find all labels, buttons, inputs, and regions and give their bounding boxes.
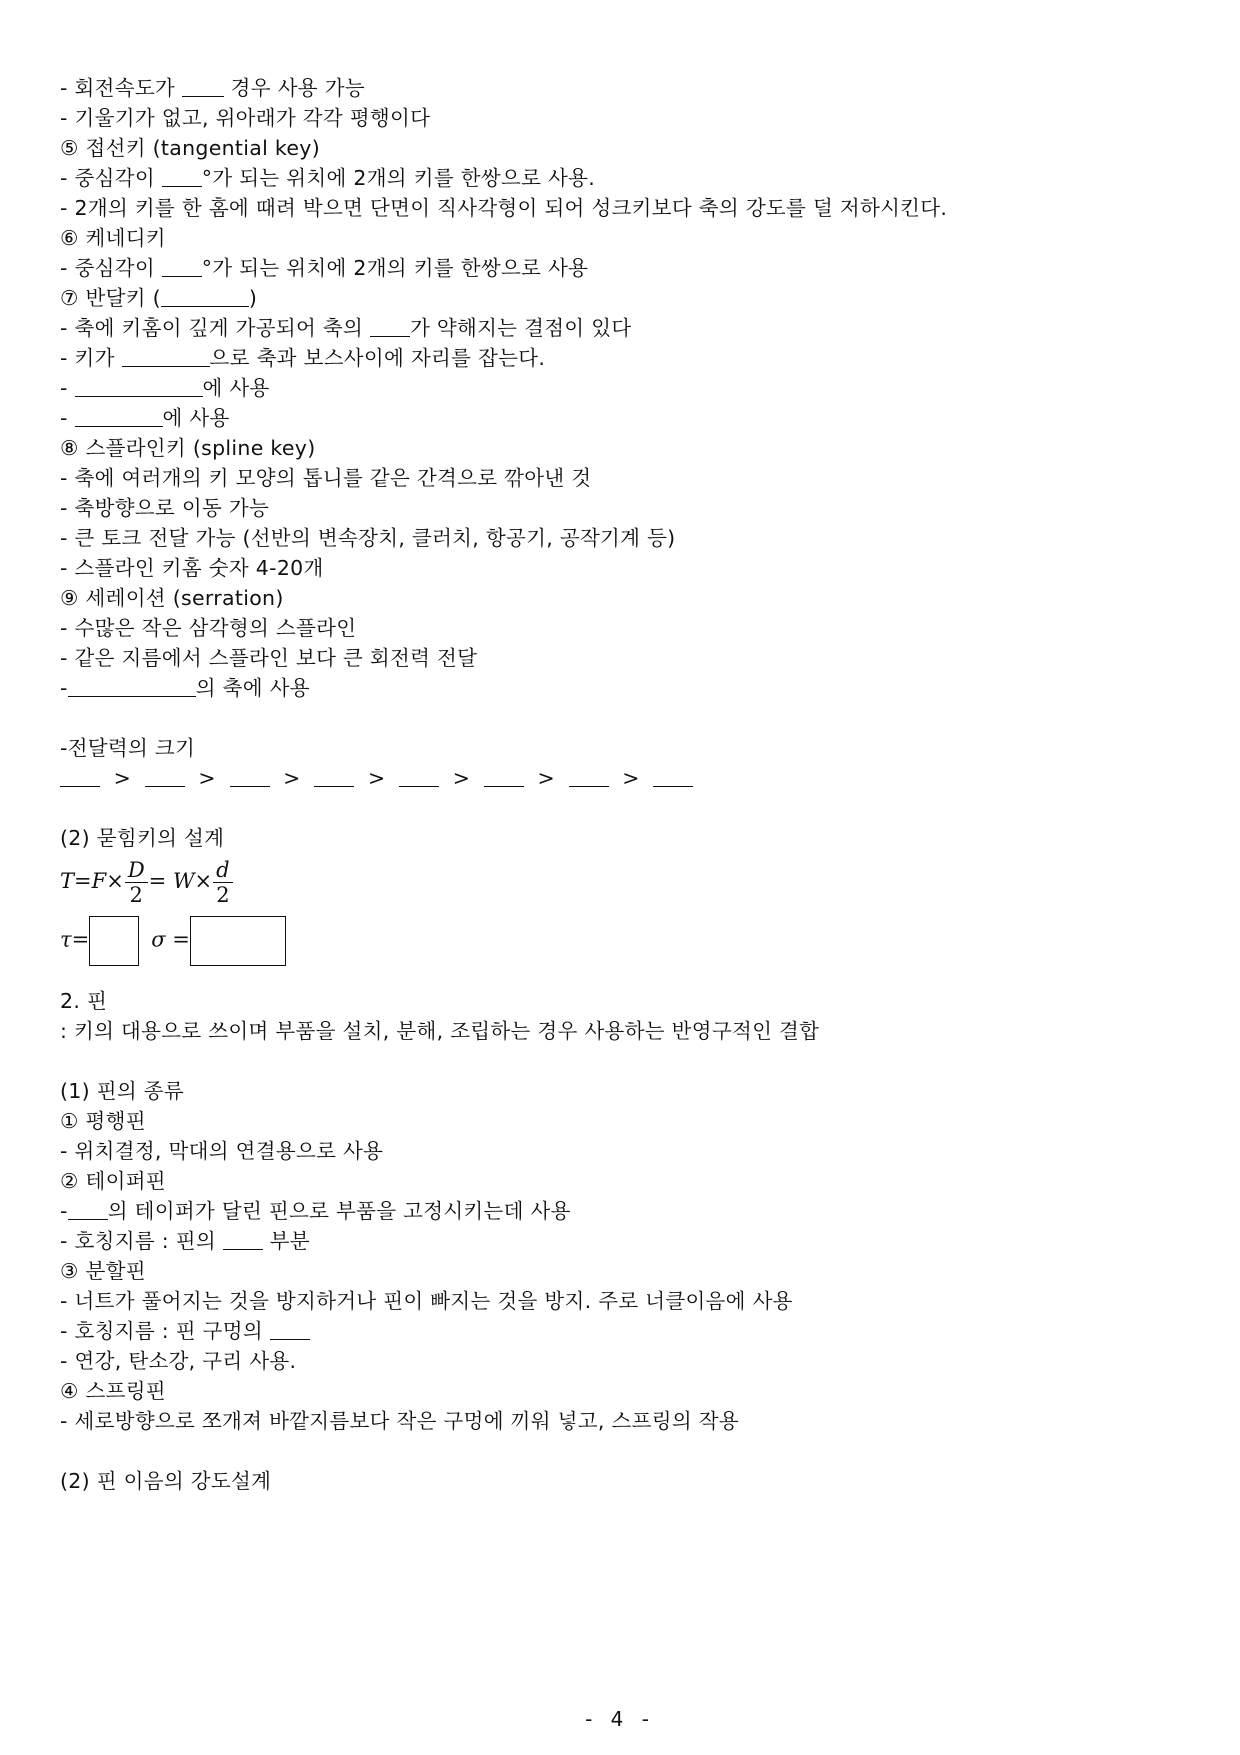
blank xyxy=(182,76,224,97)
text-line: - 큰 토크 전달 가능 (선반의 변속장치, 클러치, 항공기, 공작기계 등) xyxy=(60,526,676,550)
blank xyxy=(68,1199,108,1220)
blank xyxy=(314,766,354,787)
blank xyxy=(653,766,693,787)
text-line: - 세로방향으로 쪼개져 바깥지름보다 작은 구멍에 끼워 넣고, 스프링의 작용 xyxy=(60,1409,739,1433)
force-ranking-line: > > > > > > > xyxy=(60,763,693,793)
text-line: - 호칭지름 : 핀의 부분 xyxy=(60,1229,310,1253)
text-line: - 2개의 키를 한 홈에 때려 박으면 단면이 직사각형이 되어 성크키보다 축의 강도를 덜 저하시킨다. xyxy=(60,196,948,220)
compressive-stress-answer-box[interactable] xyxy=(190,916,286,966)
heading-woodruff-key: ⑦ 반달키 ( ) xyxy=(60,286,258,310)
text-line: - 키가 으로 축과 보스사이에 자리를 잡는다. xyxy=(60,346,546,370)
text-line: - 에 사용 xyxy=(60,376,270,400)
heading-sunk-key-design: (2) 묻힘키의 설계 xyxy=(60,826,225,850)
text-line: - 의 축에 사용 xyxy=(60,676,310,700)
blank xyxy=(270,1319,310,1340)
blank xyxy=(161,286,249,307)
blank xyxy=(60,766,100,787)
text-line-rotation-speed: - 회전속도가 경우 사용 가능 xyxy=(60,76,365,100)
heading-kennedy-key: ⑥ 케네디키 xyxy=(60,226,166,250)
text-line: - 중심각이 °가 되는 위치에 2개의 키를 한쌍으로 사용. xyxy=(60,166,596,190)
text-line: - 연강, 탄소강, 구리 사용. xyxy=(60,1349,297,1373)
heading-transmission-force: -전달력의 크기 xyxy=(60,736,196,760)
blank xyxy=(399,766,439,787)
blank xyxy=(75,376,203,397)
stress-formula: τ= σ = xyxy=(60,916,286,966)
blank xyxy=(145,766,185,787)
blank xyxy=(68,676,196,697)
heading-spline-key: ⑧ 스플라인키 (spline key) xyxy=(60,436,316,460)
text-line: - 축에 키홈이 깊게 가공되어 축의 가 약해지는 결점이 있다 xyxy=(60,316,632,340)
blank xyxy=(162,256,202,277)
heading-pin-joint-design: (2) 핀 이음의 강도설계 xyxy=(60,1469,272,1493)
heading-taper-pin: ② 테이퍼핀 xyxy=(60,1169,166,1193)
blank xyxy=(569,766,609,787)
blank xyxy=(75,406,163,427)
blank xyxy=(484,766,524,787)
shear-stress-answer-box[interactable] xyxy=(89,916,139,966)
text-line: - 기울기가 없고, 위아래가 각각 평행이다 xyxy=(60,106,431,130)
text-line: - 의 테이퍼가 달린 핀으로 부품을 고정시키는데 사용 xyxy=(60,1199,571,1223)
text-line: - 축방향으로 이동 가능 xyxy=(60,496,270,520)
blank xyxy=(370,316,410,337)
text-line: - 호칭지름 : 핀 구멍의 xyxy=(60,1316,310,1346)
text-line: : 키의 대용으로 쓰이며 부품을 설치, 분해, 조립하는 경우 사용하는 반영구적인 결합 xyxy=(60,1019,820,1043)
fraction-D-over-2: $\frac{D}{2}$ xyxy=(125,858,148,907)
blank xyxy=(223,1229,263,1250)
text-line: - 수많은 작은 삼각형의 스플라인 xyxy=(60,616,357,640)
heading-split-pin: ③ 분할핀 xyxy=(60,1259,146,1283)
heading-spring-pin: ④ 스프링핀 xyxy=(60,1379,166,1403)
torque-formula: T=F× $\frac{D}{2}$ = W× $\frac{d}{2}$ xyxy=(60,858,234,907)
heading-parallel-pin: ① 평행핀 xyxy=(60,1109,146,1133)
text-line: - 너트가 풀어지는 것을 방지하거나 핀이 빠지는 것을 방지. 주로 너클이음에 사용 xyxy=(60,1289,793,1313)
text-line: - 스플라인 키홈 숫자 4-20개 xyxy=(60,556,324,580)
heading-serration: ⑨ 세레이션 (serration) xyxy=(60,586,284,610)
blank xyxy=(162,166,202,187)
text-line: - 중심각이 °가 되는 위치에 2개의 키를 한쌍으로 사용 xyxy=(60,256,589,280)
fraction-d-over-2: $\frac{d}{2}$ xyxy=(213,858,232,907)
text-line: - 위치결정, 막대의 연결용으로 사용 xyxy=(60,1139,384,1163)
heading-tangential-key: ⑤ 접선키 (tangential key) xyxy=(60,136,321,160)
heading-pin-types: (1) 핀의 종류 xyxy=(60,1079,184,1103)
blank xyxy=(230,766,270,787)
page-number: - 4 - xyxy=(585,1707,655,1731)
heading-pin: 2. 핀 xyxy=(60,989,108,1013)
text-line: - 에 사용 xyxy=(60,406,230,430)
text-line: - 축에 여러개의 키 모양의 톱니를 같은 간격으로 깎아낸 것 xyxy=(60,466,592,490)
blank xyxy=(122,346,210,367)
text-line: - 같은 지름에서 스플라인 보다 큰 회전력 전달 xyxy=(60,646,478,670)
